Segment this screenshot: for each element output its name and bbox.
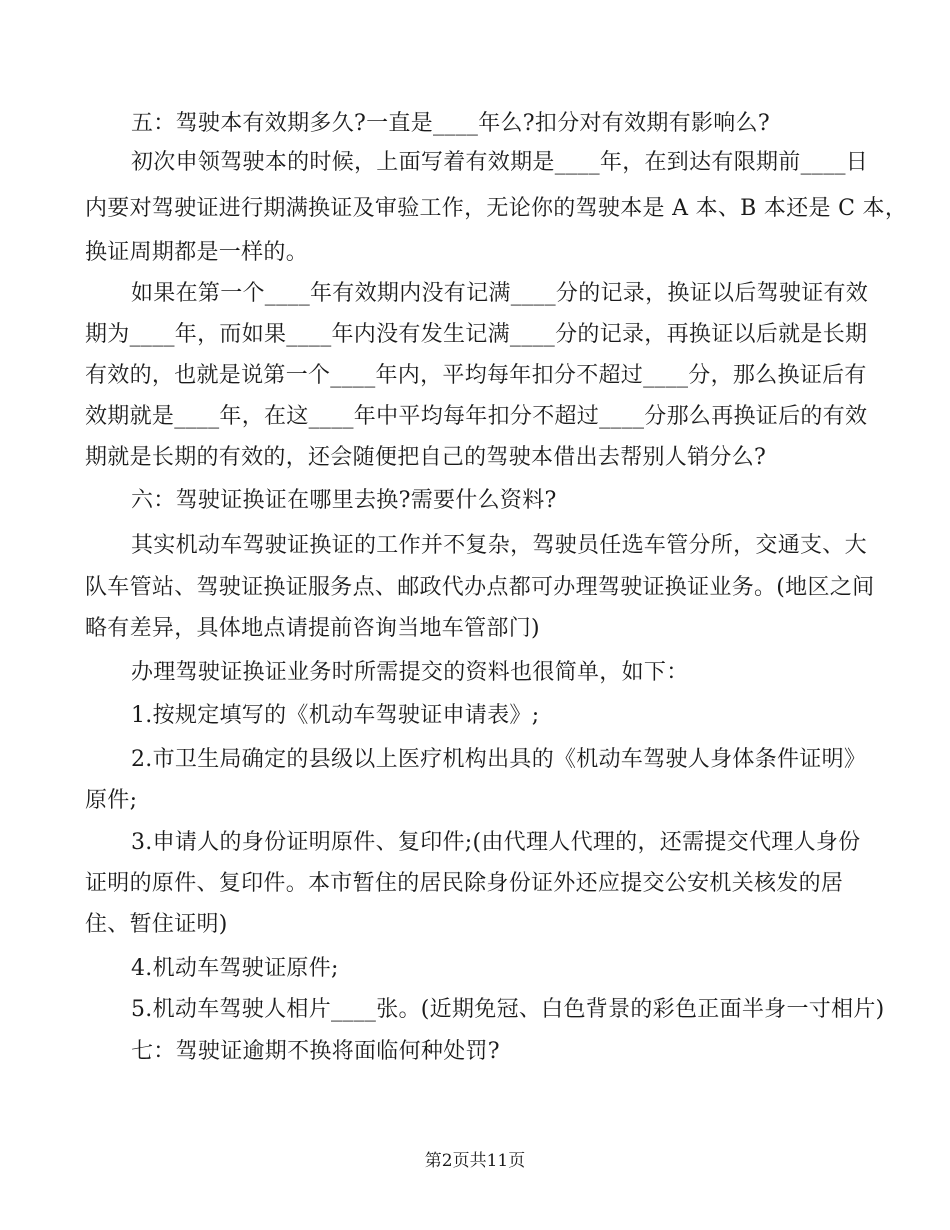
heading-five: 五：驾驶本有效期多久?一直是____年么?扣分对有效期有影响么? — [131, 111, 770, 136]
paragraph-line: 内要对驾驶证进行期满换证及审验工作，无论你的驾驶本是 A 本、B 本还是 C 本， — [85, 196, 908, 221]
heading-seven: 七：驾驶证逾期不换将面临何种处罚? — [131, 1039, 500, 1064]
paragraph-line: 其实机动车驾驶证换证的工作并不复杂，驾驶员任选车管分所，交通支、大 — [131, 533, 867, 558]
list-item: 2.市卫生局确定的县级以上医疗机构出具的《机动车驾驶人身体条件证明》 — [131, 747, 867, 772]
paragraph-line: 期为____年，而如果____年内没有发生记满____分的记录，再换证以后就是长期 — [85, 322, 868, 347]
list-item: 4.机动车驾驶证原件; — [131, 956, 339, 981]
list-item-continuation: 住、暂住证明) — [85, 912, 228, 937]
paragraph-line: 效期就是____年，在这____年中平均每年扣分不超过____分那么再换证后的有效 — [85, 404, 868, 429]
paragraph-line: 如果在第一个____年有效期内没有记满____分的记录，换证以后驾驶证有效 — [131, 281, 869, 306]
paragraph-line: 略有差异，具体地点请提前咨询当地车管部门) — [85, 616, 540, 641]
heading-six: 六：驾驶证换证在哪里去换?需要什么资料? — [131, 488, 557, 513]
list-item: 5.机动车驾驶人相片____张。(近期免冠、白色背景的彩色正面半身一寸相片) — [131, 997, 885, 1022]
list-item-continuation: 证明的原件、复印件。本市暂住的居民除身份证外还应提交公安机关核发的居 — [85, 871, 844, 896]
paragraph-line: 办理驾驶证换证业务时所需提交的资料也很简单，如下： — [131, 660, 689, 685]
list-item: 3.申请人的身份证明原件、复印件;(由代理人代理的，还需提交代理人身份 — [131, 830, 861, 855]
paragraph-line: 初次申领驾驶本的时候，上面写着有效期是____年，在到达有限期前____日 — [131, 150, 869, 175]
paragraph-line: 换证周期都是一样的。 — [85, 240, 309, 265]
paragraph-line: 队车管站、驾驶证换证服务点、邮政代办点都可办理驾驶证换证业务。(地区之间 — [85, 575, 875, 600]
list-item: 1.按规定填写的《机动车驾驶证申请表》; — [131, 703, 540, 728]
page-number: 第2页共11页 — [424, 1151, 526, 1171]
list-item-continuation: 原件; — [85, 788, 138, 813]
paragraph-line: 有效的，也就是说第一个____年内，平均每年扣分不超过____分，那么换证后有 — [85, 363, 867, 388]
paragraph-line: 期就是长期的有效的，还会随便把自己的驾驶本借出去帮别人销分么? — [85, 445, 767, 470]
